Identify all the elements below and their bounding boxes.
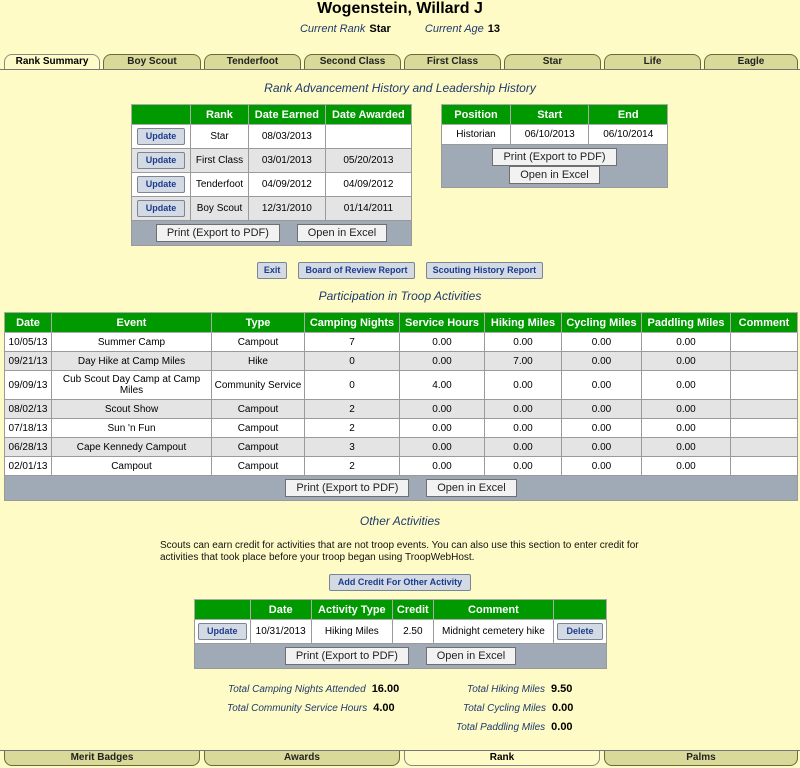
total-service-hours <box>227 702 395 714</box>
top-tab-divider <box>0 69 800 70</box>
col-header-camping-nights: Camping Nights <box>305 313 400 333</box>
comment-cell <box>731 371 798 400</box>
total-paddling-label: Total Paddling Miles <box>456 722 546 733</box>
participation-title: Participation in Troop Activities <box>318 289 482 303</box>
comment-cell <box>731 457 798 476</box>
total-hiking-label: Total Hiking Miles <box>467 684 545 695</box>
service-hours-cell: 0.00 <box>400 400 485 419</box>
type-cell: Campout <box>212 457 305 476</box>
camping-nights-cell: 2 <box>305 400 400 419</box>
paddling-miles-cell: 0.00 <box>642 438 731 457</box>
paddling-miles-cell: 0.00 <box>642 333 731 352</box>
col-header-start: Start <box>510 105 588 125</box>
col-header-credit: Credit <box>392 600 433 620</box>
board-of-review-button[interactable]: Board of Review Report <box>298 262 414 279</box>
event-cell: Sun 'n Fun <box>52 419 212 438</box>
total-hiking-miles <box>467 683 572 695</box>
col-header-hiking-miles: Hiking Miles <box>485 313 562 333</box>
hiking-miles-cell: 0.00 <box>485 419 562 438</box>
leadership-table <box>441 104 668 188</box>
hiking-miles-cell: 0.00 <box>485 438 562 457</box>
col-header-date: Date <box>250 600 311 620</box>
date-cell: 06/28/13 <box>5 438 52 457</box>
cycling-miles-cell: 0.00 <box>562 333 642 352</box>
rank-history-table <box>131 104 412 246</box>
open-excel-button[interactable]: Open in Excel <box>297 224 387 242</box>
current-age-value: 13 <box>487 23 501 35</box>
col-header-date-awarded: Date Awarded <box>325 105 411 125</box>
earned-cell: 08/03/2013 <box>248 125 325 149</box>
earned-cell: 03/01/2013 <box>248 149 325 173</box>
print-pdf-button[interactable]: Print (Export to PDF) <box>492 148 616 166</box>
tab-first-class[interactable]: First Class <box>404 54 501 69</box>
col-header-event: Event <box>52 313 212 333</box>
position-cell: Historian <box>442 125 511 145</box>
total-hiking-value: 9.50 <box>551 683 573 695</box>
update-button[interactable]: Update <box>137 200 186 217</box>
comment-cell <box>731 438 798 457</box>
event-cell: Cub Scout Day Camp at Camp Miles <box>52 371 212 400</box>
col-header-position: Position <box>442 105 511 125</box>
tab-rank-summary[interactable]: Rank Summary <box>4 54 100 69</box>
scout-name: Wogenstein, Willard J <box>317 0 483 17</box>
service-hours-cell: 0.00 <box>400 457 485 476</box>
rank-age-line <box>0 23 800 35</box>
event-cell: Summer Camp <box>52 333 212 352</box>
other-activities-title: Other Activities <box>359 514 441 528</box>
tab-eagle[interactable]: Eagle <box>704 54 798 69</box>
hiking-miles-cell: 7.00 <box>485 352 562 371</box>
camping-nights-cell: 2 <box>305 457 400 476</box>
cycling-miles-cell: 0.00 <box>562 352 642 371</box>
paddling-miles-cell: 0.00 <box>642 400 731 419</box>
open-excel-button[interactable]: Open in Excel <box>426 479 516 497</box>
paddling-miles-cell: 0.00 <box>642 371 731 400</box>
date-cell: 09/21/13 <box>5 352 52 371</box>
col-header-cycling-miles: Cycling Miles <box>562 313 642 333</box>
cycling-miles-cell: 0.00 <box>562 457 642 476</box>
hiking-miles-cell: 0.00 <box>485 457 562 476</box>
print-pdf-button[interactable]: Print (Export to PDF) <box>285 647 409 665</box>
rank-cell: First Class <box>191 149 249 173</box>
tab-second-class[interactable]: Second Class <box>304 54 401 69</box>
earned-cell: 12/31/2010 <box>248 197 325 221</box>
date-cell: 02/01/13 <box>5 457 52 476</box>
earned-cell: 04/09/2012 <box>248 173 325 197</box>
nav-buttons <box>0 262 800 279</box>
total-service-value: 4.00 <box>373 702 395 714</box>
delete-button[interactable]: Delete <box>557 623 602 640</box>
date-cell: 10/05/13 <box>5 333 52 352</box>
date-cell: 10/31/2013 <box>250 620 311 644</box>
total-camping-value: 16.00 <box>371 683 400 695</box>
service-hours-cell: 0.00 <box>400 419 485 438</box>
table-row <box>5 457 798 476</box>
date-cell: 07/18/13 <box>5 419 52 438</box>
total-cycling-label: Total Cycling Miles <box>463 703 546 714</box>
paddling-miles-cell: 0.00 <box>642 352 731 371</box>
participation-table <box>4 312 798 501</box>
col-header-blank <box>132 105 191 125</box>
total-cycling-value: 0.00 <box>552 702 574 714</box>
print-pdf-button[interactable]: Print (Export to PDF) <box>285 479 409 497</box>
camping-nights-cell: 0 <box>305 352 400 371</box>
other-activities-table <box>194 599 607 669</box>
add-credit-button[interactable]: Add Credit For Other Activity <box>329 574 471 591</box>
event-cell: Cape Kennedy Campout <box>52 438 212 457</box>
tab-boy-scout[interactable]: Boy Scout <box>103 54 201 69</box>
open-excel-button[interactable]: Open in Excel <box>426 647 516 665</box>
total-service-label: Total Community Service Hours <box>227 703 368 714</box>
cycling-miles-cell: 0.00 <box>562 438 642 457</box>
update-button[interactable]: Update <box>137 152 186 169</box>
hiking-miles-cell: 0.00 <box>485 400 562 419</box>
total-paddling-miles <box>456 721 573 733</box>
col-header-comment: Comment <box>731 313 798 333</box>
col-header-activity-type: Activity Type <box>311 600 392 620</box>
col-header-comment: Comment <box>433 600 553 620</box>
tab-awards[interactable]: Awards <box>204 751 400 766</box>
col-header-type: Type <box>212 313 305 333</box>
date-cell: 09/09/13 <box>5 371 52 400</box>
rank-tabs <box>4 54 798 70</box>
rank-cell: Boy Scout <box>191 197 249 221</box>
total-cycling-miles <box>463 702 573 714</box>
history-title: Rank Advancement History and Leadership History <box>264 81 536 95</box>
activity-type-cell: Hiking Miles <box>311 620 392 644</box>
event-cell: Campout <box>52 457 212 476</box>
open-excel-button[interactable]: Open in Excel <box>509 166 599 184</box>
type-cell: Campout <box>212 419 305 438</box>
awarded-cell: 05/20/2013 <box>325 149 411 173</box>
print-pdf-button[interactable]: Print (Export to PDF) <box>156 224 280 242</box>
service-hours-cell: 4.00 <box>400 371 485 400</box>
camping-nights-cell: 0 <box>305 371 400 400</box>
awarded-cell: 04/09/2012 <box>325 173 411 197</box>
service-hours-cell: 0.00 <box>400 333 485 352</box>
col-header-blank <box>554 600 607 620</box>
total-paddling-value: 0.00 <box>551 721 573 733</box>
rank-cell: Star <box>191 125 249 149</box>
table-row <box>5 371 798 400</box>
cycling-miles-cell: 0.00 <box>562 400 642 419</box>
total-camping-nights <box>228 683 399 695</box>
type-cell: Community Service <box>212 371 305 400</box>
tab-life[interactable]: Life <box>604 54 701 69</box>
start-cell: 06/10/2013 <box>510 125 588 145</box>
camping-nights-cell: 2 <box>305 419 400 438</box>
table-row <box>5 333 798 352</box>
comment-cell <box>731 352 798 371</box>
current-rank-value: Star <box>369 23 391 35</box>
col-header-date: Date <box>5 313 52 333</box>
current-rank-label: Current Rank <box>299 23 366 35</box>
service-hours-cell: 0.00 <box>400 352 485 371</box>
awarded-cell <box>325 125 411 149</box>
tab-rank[interactable]: Rank <box>404 751 600 766</box>
hiking-miles-cell: 0.00 <box>485 333 562 352</box>
total-camping-label: Total Camping Nights Attended <box>228 684 366 695</box>
col-header-blank <box>195 600 251 620</box>
cycling-miles-cell: 0.00 <box>562 419 642 438</box>
tab-star[interactable]: Star <box>504 54 601 69</box>
awarded-cell: 01/14/2011 <box>325 197 411 221</box>
cycling-miles-cell: 0.00 <box>562 371 642 400</box>
type-cell: Campout <box>212 333 305 352</box>
camping-nights-cell: 3 <box>305 438 400 457</box>
type-cell: Campout <box>212 438 305 457</box>
date-cell: 08/02/13 <box>5 400 52 419</box>
event-cell: Scout Show <box>52 400 212 419</box>
type-cell: Hike <box>212 352 305 371</box>
col-header-end: End <box>589 105 668 125</box>
table-row <box>5 352 798 371</box>
type-cell: Campout <box>212 400 305 419</box>
table-row <box>5 419 798 438</box>
other-activities-description: Scouts can earn credit for activities that are not troop events. You can also use this section to enter credit for activities that took place before your troop began using TroopWebHost. <box>160 540 639 563</box>
paddling-miles-cell: 0.00 <box>642 419 731 438</box>
hiking-miles-cell: 0.00 <box>485 371 562 400</box>
exit-button[interactable]: Exit <box>257 262 288 279</box>
update-button[interactable]: Update <box>198 623 247 640</box>
event-cell: Day Hike at Camp Miles <box>52 352 212 371</box>
col-header-service-hours: Service Hours <box>400 313 485 333</box>
col-header-date-earned: Date Earned <box>248 105 325 125</box>
update-button[interactable]: Update <box>137 176 186 193</box>
tab-merit-badges[interactable]: Merit Badges <box>4 751 200 766</box>
comment-cell <box>731 333 798 352</box>
camping-nights-cell: 7 <box>305 333 400 352</box>
col-header-paddling-miles: Paddling Miles <box>642 313 731 333</box>
tab-tenderfoot[interactable]: Tenderfoot <box>204 54 301 69</box>
comment-cell <box>731 419 798 438</box>
end-cell: 06/10/2014 <box>589 125 668 145</box>
scouting-history-button[interactable]: Scouting History Report <box>426 262 544 279</box>
table-row <box>5 438 798 457</box>
current-age-label: Current Age <box>424 23 484 35</box>
col-header-rank: Rank <box>191 105 249 125</box>
paddling-miles-cell: 0.00 <box>642 457 731 476</box>
table-row <box>5 400 798 419</box>
tab-palms[interactable]: Palms <box>604 751 798 766</box>
comment-cell: Midnight cemetery hike <box>433 620 553 644</box>
rank-cell: Tenderfoot <box>191 173 249 197</box>
credit-cell: 2.50 <box>392 620 433 644</box>
section-tabs <box>4 751 798 767</box>
comment-cell <box>731 400 798 419</box>
service-hours-cell: 0.00 <box>400 438 485 457</box>
update-button[interactable]: Update <box>137 128 186 145</box>
